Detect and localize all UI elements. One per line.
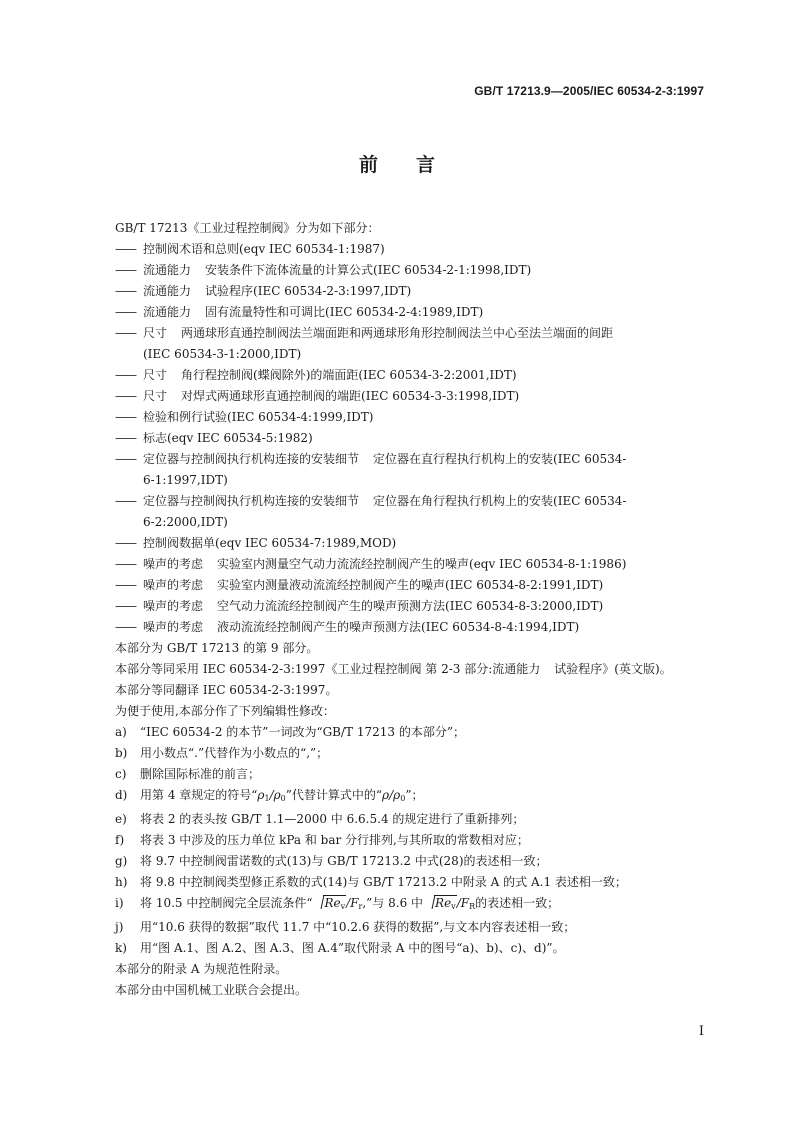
- part-title: 控制阀数据单(eqv IEC 60534-7:1989,MOD): [143, 536, 397, 550]
- editorial-intro-paragraph: 为便于使用,本部分作了下列编辑性修改：: [115, 704, 335, 718]
- laminar-condition-formula-1: [312, 896, 362, 910]
- em-dash-marker: ——: [115, 620, 135, 634]
- symbol-rho1: [257, 788, 285, 802]
- part-list-item: [90, 533, 706, 554]
- subscript: 1: [264, 794, 270, 803]
- edit-item-j: [90, 917, 706, 938]
- edit-item-e: [90, 809, 706, 830]
- part-list-item: [90, 386, 706, 407]
- part-list-text: [143, 533, 706, 554]
- part-title: 控制阀术语和总则(eqv IEC 60534-1:1987): [143, 242, 385, 256]
- part-title: 流通能力: [143, 305, 192, 319]
- adoption-text-a: 本部分等同采用 IEC 60534-2-3:1997《工业过程控制阀 第 2-3 部分:流通能力: [115, 662, 541, 676]
- edit-item-d: [90, 785, 706, 809]
- rho-symbol: ρ: [257, 788, 265, 802]
- em-dash-marker: ——: [115, 599, 135, 613]
- page-number: I: [698, 1024, 704, 1039]
- part-title: 尺寸: [143, 389, 168, 403]
- part-subtitle: 角行程控制阀(蝶阀除外)的端面距(IEC 60534-3-2:2001,IDT): [181, 368, 517, 382]
- part-list-item: [90, 281, 706, 302]
- sqrt-radicand: [323, 895, 346, 910]
- laminar-condition-formula-2: [423, 896, 475, 910]
- part-list-item: [90, 617, 706, 638]
- slash: /: [269, 788, 274, 802]
- part-subtitle-continued: (IEC 60534-3-1:2000,IDT): [143, 347, 302, 361]
- part-list-item: [90, 239, 706, 260]
- part-list-text: [143, 575, 706, 596]
- em-dash-marker: ——: [115, 368, 135, 382]
- part-list-item: [90, 428, 706, 449]
- part-title: 定位器与控制阀执行机构连接的安装细节: [143, 494, 360, 508]
- part-title: 标志(eqv IEC 60534-5:1982): [143, 431, 313, 445]
- part-subtitle: 对焊式两通球形直通控制阀的端距(IEC 60534-3-3:1998,IDT): [181, 389, 520, 403]
- edit-item-k: [90, 938, 706, 959]
- edit-item-label: c): [115, 767, 127, 781]
- part-title: 定位器与控制阀执行机构连接的安装细节: [143, 452, 360, 466]
- sqrt-symbol: [314, 893, 346, 917]
- part-list-item: [90, 260, 706, 281]
- part-number-paragraph: 本部分为 GB/T 17213 的第 9 部分。: [115, 641, 319, 655]
- part-list-item: [90, 449, 706, 491]
- edit-item-label: d): [115, 788, 128, 802]
- em-dash-marker: ——: [115, 557, 135, 571]
- part-list-item: [90, 491, 706, 533]
- edit-item-label: h): [115, 875, 128, 889]
- rho-symbol: ρ: [393, 788, 401, 802]
- translation-paragraph: 本部分等同翻译 IEC 60534-2-3:1997。: [115, 683, 338, 697]
- factor-symbol: /F: [346, 896, 359, 910]
- part-list-text: [143, 239, 706, 260]
- part-list-text: [143, 281, 706, 302]
- part-list-text: [143, 428, 706, 449]
- part-list-text: [143, 407, 706, 428]
- edit-item-text: 用第 4 章规定的符号“: [140, 788, 258, 802]
- em-dash-marker: ——: [115, 305, 135, 319]
- part-title: 流通能力: [143, 284, 192, 298]
- part-list-text: [143, 617, 706, 638]
- part-subtitle-continued: 6-2:2000,IDT): [143, 515, 228, 529]
- part-list-item: [90, 365, 706, 386]
- edit-item-label: b): [115, 746, 128, 760]
- edit-item-g: [90, 851, 706, 872]
- edit-item-a: [90, 722, 706, 743]
- edit-item-text: 用“10.6 获得的数据”取代 11.7 中“10.2.6 获得的数据”,与文本内容表述相一致；: [140, 920, 576, 934]
- part-subtitle: 安装条件下流体流量的计算公式(IEC 60534-2-1:1998,IDT): [205, 263, 532, 277]
- edit-item-c: [90, 764, 706, 785]
- edit-item-text: 将 10.5 中控制阀完全层流条件“: [140, 896, 313, 910]
- part-list-text: [143, 386, 706, 407]
- em-dash-marker: ——: [115, 326, 135, 340]
- edit-item-label: a): [115, 725, 127, 739]
- preface-body: [90, 218, 706, 1001]
- sqrt-radicand: [434, 895, 457, 910]
- edit-item-text: ,”与 8.6 中: [362, 896, 424, 910]
- symbol-rho: [382, 788, 405, 802]
- part-subtitle: 实验室内测量液动流流经控制阀产生的噪声(IEC 60534-8-2:1991,IDT): [217, 578, 604, 592]
- part-list-text: [143, 554, 706, 575]
- subscript: 0: [400, 794, 406, 803]
- em-dash-marker: ——: [115, 389, 135, 403]
- em-dash-marker: ——: [115, 284, 135, 298]
- factor-symbol: /F: [456, 896, 470, 910]
- edit-item-text: 删除国际标准的前言；: [140, 767, 261, 781]
- edit-item-label: k): [115, 941, 127, 955]
- subscript: R: [469, 902, 476, 911]
- part-list-text: [143, 323, 706, 365]
- edit-item-label: f): [115, 833, 125, 847]
- sqrt-symbol: [425, 893, 457, 917]
- part-subtitle: 液动流流经控制阀产生的噪声预测方法(IEC 60534-8-4:1994,IDT): [217, 620, 580, 634]
- part-list-item: [90, 323, 706, 365]
- part-subtitle-continued: 6-1:1997,IDT): [143, 473, 228, 487]
- part-subtitle: 空气动力流流经控制阀产生的噪声预测方法(IEC 60534-8-3:2000,IDT): [217, 599, 604, 613]
- edit-item-i: [90, 893, 706, 917]
- part-title: 尺寸: [143, 368, 168, 382]
- part-title: 噪声的考虑: [143, 578, 204, 592]
- part-title: 检验和例行试验(IEC 60534-4:1999,IDT): [143, 410, 374, 424]
- part-list-text: [143, 365, 706, 386]
- part-list-text: [143, 260, 706, 281]
- edit-item-h: [90, 872, 706, 893]
- em-dash-marker: ——: [115, 536, 135, 550]
- part-subtitle: 试验程序(IEC 60534-2-3:1997,IDT): [205, 284, 412, 298]
- part-list-item: [90, 407, 706, 428]
- edit-item-b: [90, 743, 706, 764]
- edit-item-text: 的表述相一致；: [475, 896, 560, 910]
- part-list-item: [90, 575, 706, 596]
- part-list-item: [90, 554, 706, 575]
- reynolds-symbol: Re: [435, 896, 452, 910]
- edit-item-f: [90, 830, 706, 851]
- edit-item-text: 将 9.8 中控制阀类型修正系数的式(14)与 GB/T 17213.2 中附录 A 的式 A.1 表述相一致；: [140, 875, 627, 889]
- edit-item-label: i): [115, 896, 124, 910]
- edit-item-text: 将表 2 的表头按 GB/T 1.1—2000 中 6.6.5.4 的规定进行了重新排列；: [140, 812, 525, 826]
- page-title: 前言: [358, 154, 473, 176]
- reynolds-symbol: Re: [324, 896, 341, 910]
- em-dash-marker: ——: [115, 410, 135, 424]
- adoption-text-b: 试验程序》(英文版)。: [554, 662, 672, 676]
- em-dash-marker: ——: [115, 452, 135, 466]
- subscript: v: [340, 902, 346, 911]
- standard-code-header: GB/T 17213.9—2005/IEC 60534-2-3:1997: [474, 84, 704, 98]
- part-subtitle: 固有流量特性和可调比(IEC 60534-2-4:1989,IDT): [205, 305, 484, 319]
- rho-symbol: ρ: [273, 788, 281, 802]
- em-dash-marker: ——: [115, 263, 135, 277]
- part-title: 尺寸: [143, 326, 168, 340]
- edit-item-text: ”；: [405, 788, 424, 802]
- edit-item-text: 将 9.7 中控制阀雷诺数的式(13)与 GB/T 17213.2 中式(28)的表述相一致；: [140, 854, 548, 868]
- parts-list: [90, 239, 706, 638]
- edit-item-label: j): [115, 920, 124, 934]
- part-title: 噪声的考虑: [143, 557, 204, 571]
- part-list-text: [143, 596, 706, 617]
- em-dash-marker: ——: [115, 494, 135, 508]
- edit-item-text: 用“图 A.1、图 A.2、图 A.3、图 A.4”取代附录 A 中的图号“a)、b)、c)、d)”。: [140, 941, 565, 955]
- part-list-item: [90, 302, 706, 323]
- edit-item-text: “IEC 60534-2 的本节”一词改为“GB/T 17213 的本部分”；: [140, 725, 465, 739]
- part-subtitle: 两通球形直通控制阀法兰端面距和两通球形角形控制阀法兰中心至法兰端面的间距: [181, 326, 614, 340]
- em-dash-marker: ——: [115, 242, 135, 256]
- subscript: 0: [280, 794, 286, 803]
- proposed-by-paragraph: 本部分由中国机械工业联合会提出。: [115, 983, 308, 997]
- edit-item-text: 用小数点“.”代替作为小数点的“,”；: [140, 746, 329, 760]
- part-list-text: [143, 491, 706, 533]
- subscript: r: [358, 902, 363, 911]
- edit-item-label: e): [115, 812, 127, 826]
- part-list-text: [143, 302, 706, 323]
- part-subtitle: 实验室内测量空气动力流流经控制阀产生的噪声(eqv IEC 60534-8-1:1986): [217, 557, 627, 571]
- adoption-paragraph: [90, 659, 706, 680]
- em-dash-marker: ——: [115, 431, 135, 445]
- em-dash-marker: ——: [115, 578, 135, 592]
- part-subtitle: 定位器在直行程执行机构上的安装(IEC 60534-: [373, 452, 627, 466]
- edit-item-label: g): [115, 854, 128, 868]
- edit-item-text: 将表 3 中涉及的压力单位 kPa 和 bar 分行排列,与其所取的常数相对应；: [140, 833, 529, 847]
- annex-paragraph: 本部分的附录 A 为规范性附录。: [115, 962, 288, 976]
- slash: /: [389, 788, 394, 802]
- subscript: v: [451, 902, 456, 911]
- part-list-item: [90, 596, 706, 617]
- intro-paragraph: GB/T 17213《工业过程控制阀》分为如下部分：: [115, 221, 380, 235]
- rho-symbol: ρ: [382, 788, 390, 802]
- part-title: 流通能力: [143, 263, 192, 277]
- part-title: 噪声的考虑: [143, 620, 204, 634]
- part-subtitle: 定位器在角行程执行机构上的安装(IEC 60534-: [373, 494, 627, 508]
- edit-item-text: ”代替计算式中的“: [285, 788, 383, 802]
- part-title: 噪声的考虑: [143, 599, 204, 613]
- part-list-text: [143, 449, 706, 491]
